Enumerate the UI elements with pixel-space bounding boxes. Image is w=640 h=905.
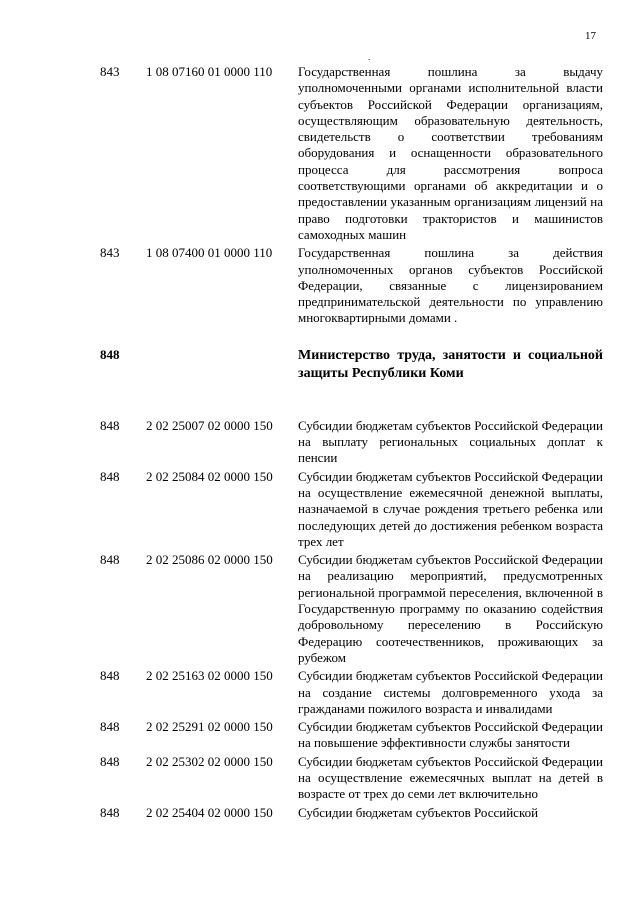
row-description: Государственная пошлина за действия уполномоченных органов субъектов Российской Федерации, связанные с лицензированием предпринимательской деятельности по управлению многоквартирными домами . (298, 245, 603, 326)
budget-code: 1 08 07160 01 0000 110 (146, 64, 273, 79)
budget-code: 2 02 25291 02 0000 150 (146, 719, 273, 735)
table-row (0, 469, 640, 550)
admin-code: 848 (100, 804, 120, 820)
admin-code: 848 (100, 468, 120, 484)
table-row (0, 754, 640, 803)
row-description: Субсидии бюджетам субъектов Российской Федерации на выплату региональных социальных доплат к пенсии (298, 417, 603, 466)
table-row (0, 668, 640, 717)
row-description: Субсидии бюджетам субъектов Российской Федерации на повышение эффективности службы занятости (298, 719, 603, 751)
budget-code: 2 02 25404 02 0000 150 (146, 804, 273, 820)
admin-code: 843 (100, 64, 120, 79)
admin-code: 848 (100, 719, 120, 735)
row-description: Субсидии бюджетам субъектов Российской (298, 804, 539, 820)
section-heading: Министерство труда, занятости и социальной защиты Республики Коми (298, 347, 603, 381)
admin-code: 848 (100, 668, 120, 684)
classification-table (0, 64, 640, 821)
page-number: 17 (585, 30, 596, 42)
table-row (0, 245, 640, 326)
admin-code: 848 (100, 346, 120, 362)
budget-code: 2 02 25302 02 0000 150 (146, 753, 273, 769)
table-row (0, 552, 640, 666)
budget-code: 2 02 25163 02 0000 150 (146, 668, 273, 684)
table-row (0, 805, 640, 821)
admin-code: 848 (100, 753, 120, 769)
admin-code: 848 (100, 552, 120, 568)
page-mark: . (368, 52, 371, 62)
admin-code: 843 (100, 245, 120, 261)
table-row (0, 418, 640, 467)
budget-code: 2 02 25084 02 0000 150 (146, 468, 273, 484)
row-description: Государственная пошлина за выдачу уполномоченными органами исполнительной власти субъектов Российской Федерации организациям, осуществляющим образовательную деятельность, свидетельств о соответствии требованиям оборудования и оснащенности образовательного процесса для рассмотрения вопроса соответствующими органами об аккредитации и о предоставлении указанным организациям лицензий на право подготовки трактористов и машинистов самоходных машин (298, 64, 603, 242)
section-heading-row (0, 347, 640, 383)
row-description: Субсидии бюджетам субъектов Российской Федерации на осуществление ежемесячных выплат на детей в возрасте от трех до семи лет включительно (298, 753, 603, 802)
table-row (0, 64, 640, 243)
row-description: Субсидии бюджетам субъектов Российской Федерации на осуществление ежемесячной денежной выплаты, назначаемой в случае рождения третьего ребенка или последующих детей до достижения ребенком возраста трех лет (298, 468, 603, 549)
admin-code: 848 (100, 417, 120, 433)
budget-code: 2 02 25086 02 0000 150 (146, 552, 273, 568)
row-description: Субсидии бюджетам субъектов Российской Федерации на создание системы долговременного ухода за гражданами пожилого возраста и инвалидами (298, 668, 603, 716)
budget-code: 1 08 07400 01 0000 110 (146, 245, 273, 261)
table-row (0, 719, 640, 752)
budget-code: 2 02 25007 02 0000 150 (146, 417, 273, 433)
row-description: Субсидии бюджетам субъектов Российской Федерации на реализацию мероприятий, предусмотренных региональной программой переселения, включенной в Государственную программу по оказанию содействия добровольному переселению в Российскую Федерацию соотечественников, проживающих за рубежом (298, 552, 603, 665)
